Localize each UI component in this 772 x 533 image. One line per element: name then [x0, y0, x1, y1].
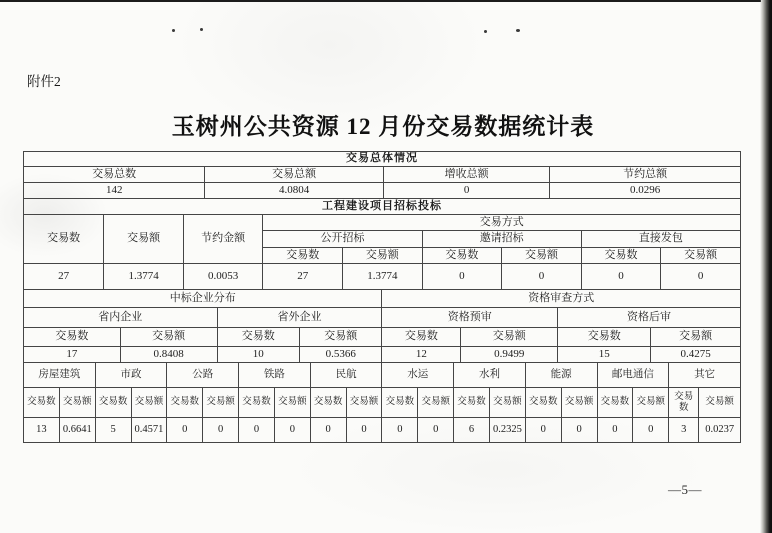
section-title: 交易总体情况: [24, 152, 741, 167]
value-cell: 142: [24, 183, 205, 199]
column-header: 节约总额: [550, 167, 741, 183]
sub-header: 交易额: [561, 388, 597, 418]
subgroup-header: 资格后审: [558, 308, 741, 328]
industry-section: [23, 362, 741, 443]
sub-header: 交易额: [300, 328, 382, 347]
sub-header: 交易额: [274, 388, 310, 418]
sub-header: 交易数: [24, 328, 121, 347]
value-cell: 1.3774: [343, 264, 423, 290]
category-header: 能源: [525, 363, 597, 388]
value-cell: 0: [239, 418, 275, 443]
column-header: 交易额: [104, 215, 184, 264]
value-cell: 4.0804: [205, 183, 384, 199]
sub-header: 交易额: [651, 328, 741, 347]
column-header: 节约金额: [183, 215, 263, 264]
value-cell: 0.9499: [461, 347, 558, 363]
section-title: 工程建设项目招标投标: [24, 199, 741, 215]
value-cell: 0: [422, 264, 502, 290]
category-header: 公路: [167, 363, 239, 388]
distribution-section: [23, 289, 741, 363]
value-cell: 1.3774: [104, 264, 184, 290]
value-cell: 0: [561, 418, 597, 443]
sub-header: 交易额: [59, 388, 95, 418]
column-header: 交易总额: [205, 167, 384, 183]
value-cell: 0: [633, 418, 669, 443]
sub-header: 交易数: [24, 388, 60, 418]
sub-header: 交易数: [217, 328, 299, 347]
sub-header: 交易额: [418, 388, 454, 418]
column-header: 增收总额: [383, 167, 549, 183]
value-cell: 0: [167, 418, 203, 443]
value-cell: 5: [95, 418, 131, 443]
group-header: 资格审查方式: [382, 290, 741, 308]
sub-header: 交易数: [167, 388, 203, 418]
column-header: 交易总数: [24, 167, 205, 183]
value-cell: 10: [217, 347, 299, 363]
subgroup-header: 省外企业: [217, 308, 382, 328]
value-cell: 0.5366: [300, 347, 382, 363]
page-number: —5—: [668, 482, 702, 497]
value-cell: 0: [661, 264, 741, 290]
sub-header: 交易额: [120, 328, 217, 347]
value-cell: 0.2325: [489, 418, 525, 443]
sub-header: 交易数: [454, 388, 490, 418]
group-header: 交易方式: [263, 215, 741, 231]
scan-speck: [172, 29, 175, 32]
scan-top-edge: [0, 0, 761, 2]
method-header: 直接发包: [581, 231, 740, 248]
sub-header: 交易额: [203, 388, 239, 418]
value-cell: 0: [274, 418, 310, 443]
sub-header: 交易额: [633, 388, 669, 418]
category-header: 其它: [669, 363, 741, 388]
category-header: 铁路: [239, 363, 311, 388]
value-cell: 0.4275: [651, 347, 741, 363]
sub-header: 交易数: [525, 388, 561, 418]
page-title: 玉树州公共资源 12 月份交易数据统计表: [171, 114, 595, 139]
value-cell: 27: [263, 264, 343, 290]
sub-header: 交易数: [581, 248, 661, 264]
category-header: 市政: [95, 363, 167, 388]
sub-header: 交易额: [699, 388, 741, 418]
value-cell: 0.6641: [59, 418, 95, 443]
sub-header: 交易数: [558, 328, 651, 347]
value-cell: 0: [581, 264, 661, 290]
value-cell: 17: [24, 347, 121, 363]
method-header: 公开招标: [263, 231, 422, 248]
value-cell: 0.0296: [550, 183, 741, 199]
value-cell: 0: [502, 264, 582, 290]
value-cell: 0: [597, 418, 633, 443]
category-header: 水运: [382, 363, 454, 388]
value-cell: 0: [346, 418, 382, 443]
sub-header: 交易额: [461, 328, 558, 347]
category-header: 邮电通信: [597, 363, 669, 388]
sub-header: 交易额: [346, 388, 382, 418]
sub-header: 交易额: [131, 388, 167, 418]
value-cell: 0: [525, 418, 561, 443]
value-cell: 27: [24, 264, 104, 290]
subgroup-header: 资格预审: [382, 308, 558, 328]
sub-header: 交易数: [239, 388, 275, 418]
scan-speck: [200, 28, 203, 31]
overall-section: [23, 151, 741, 199]
value-cell: 3: [669, 418, 699, 443]
sub-header: 交易数: [382, 388, 418, 418]
category-header: 房屋建筑: [24, 363, 96, 388]
column-header: 交易数: [24, 215, 104, 264]
subgroup-header: 省内企业: [24, 308, 218, 328]
value-cell: 0: [203, 418, 239, 443]
sub-header: 交易数: [669, 388, 699, 418]
value-cell: 12: [382, 347, 461, 363]
sub-header: 交易数: [597, 388, 633, 418]
value-cell: 0: [418, 418, 454, 443]
sub-header: 交易额: [661, 248, 741, 264]
sub-header: 交易额: [343, 248, 423, 264]
sub-header: 交易数: [422, 248, 502, 264]
value-cell: 0.8408: [120, 347, 217, 363]
sub-header: 交易数: [95, 388, 131, 418]
sub-header: 交易数: [263, 248, 343, 264]
value-cell: 15: [558, 347, 651, 363]
value-cell: 0: [383, 183, 549, 199]
value-cell: 0.4571: [131, 418, 167, 443]
category-header: 民航: [310, 363, 382, 388]
method-header: 邀请招标: [422, 231, 581, 248]
value-cell: 0.0053: [183, 264, 263, 290]
group-header: 中标企业分布: [24, 290, 382, 308]
category-header: 水利: [454, 363, 526, 388]
value-cell: 0.0237: [699, 418, 741, 443]
sub-header: 交易数: [382, 328, 461, 347]
sub-header: 交易数: [310, 388, 346, 418]
sub-header: 交易额: [502, 248, 582, 264]
value-cell: 6: [454, 418, 490, 443]
sub-header: 交易额: [489, 388, 525, 418]
value-cell: 13: [24, 418, 60, 443]
attachment-label: 附件2: [27, 74, 61, 89]
construction-section: [23, 198, 741, 290]
scan-speck: [484, 30, 487, 33]
scan-speck: [516, 29, 520, 32]
statistics-table: [23, 151, 741, 443]
value-cell: 0: [382, 418, 418, 443]
value-cell: 0: [310, 418, 346, 443]
scan-right-edge: [760, 0, 772, 533]
